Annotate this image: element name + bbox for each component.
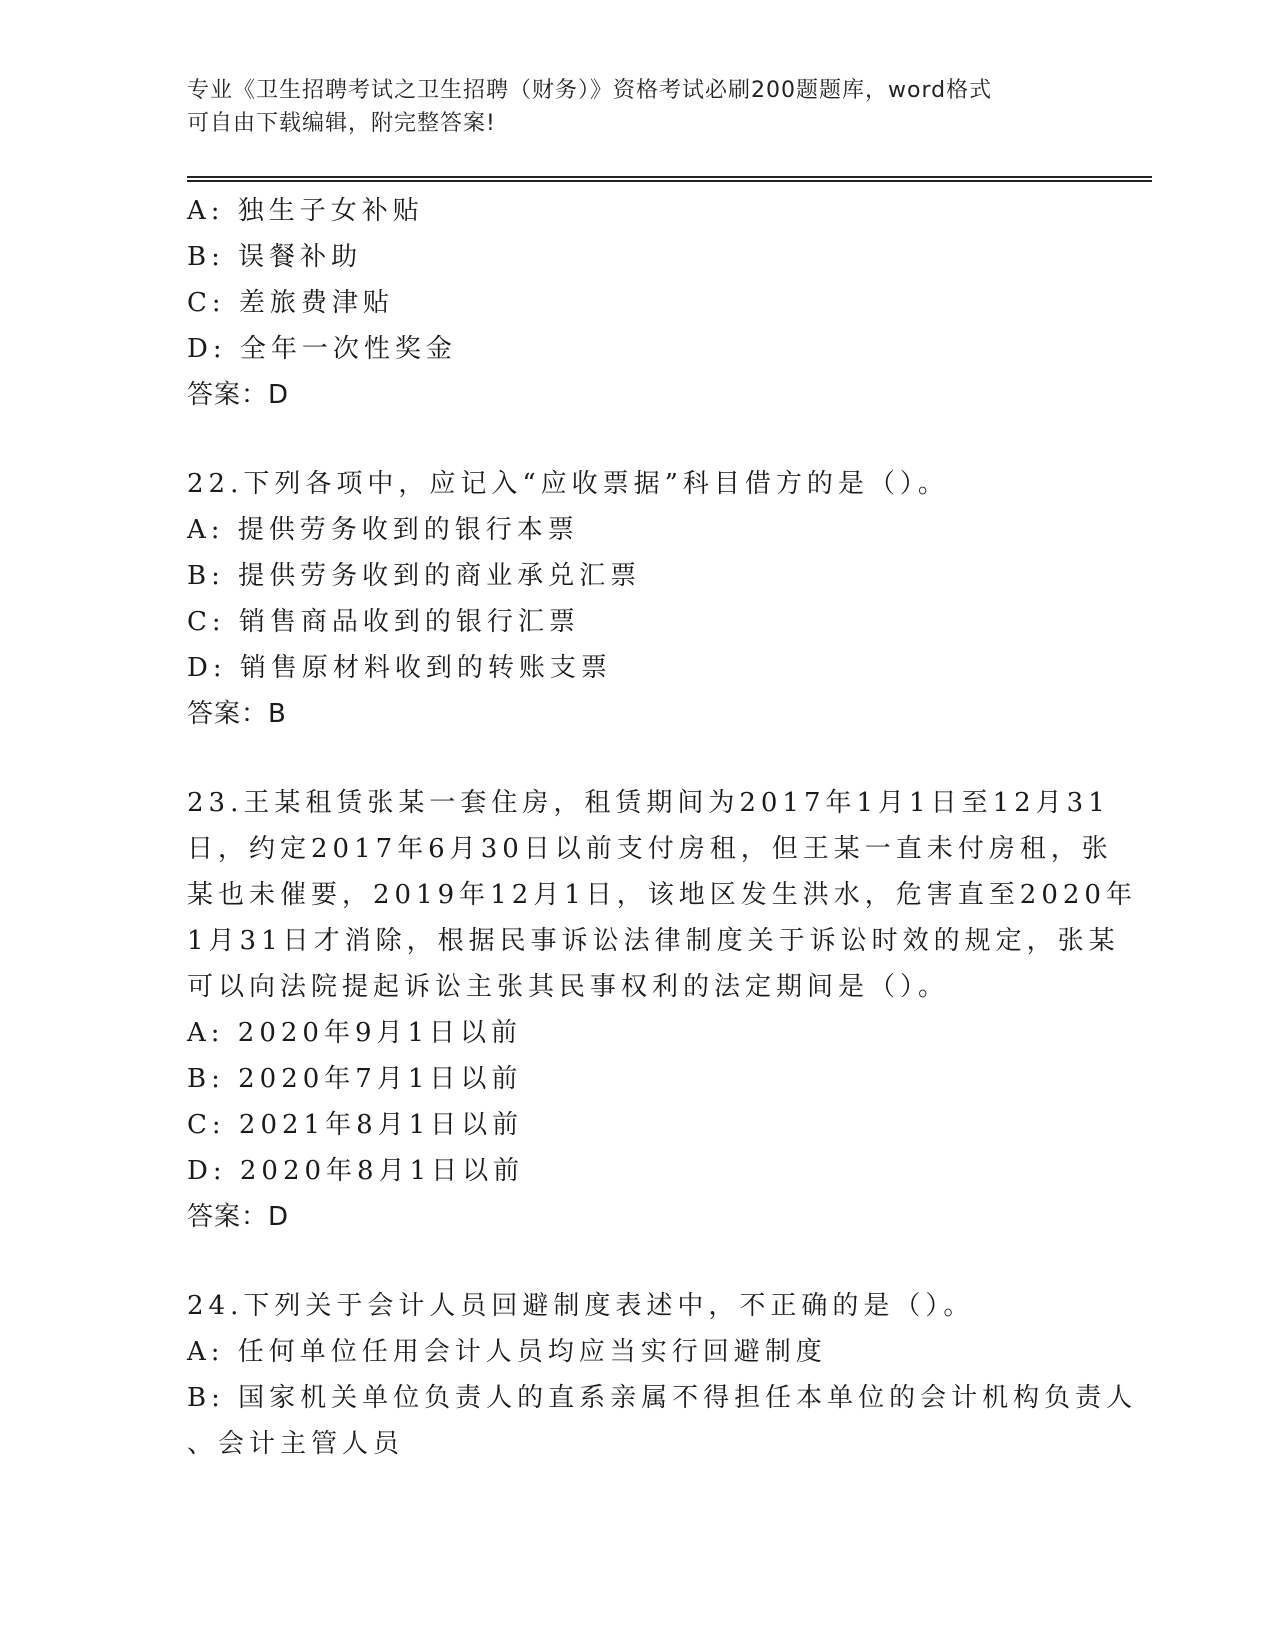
question-stem-line: 可以向法院提起诉讼主张其民事权利的法定期间是（）。 — [187, 972, 950, 1002]
header-divider — [187, 176, 1152, 182]
question-24 — [187, 1283, 1138, 1467]
option-d: D: 全年一次性奖金 — [187, 334, 457, 364]
option-c: C: 销售商品收到的银行汇票 — [187, 607, 580, 637]
question-stem-line: 某也未催要，2019年12月1日，该地区发生洪水，危害直至2020年 — [187, 880, 1137, 910]
question-stem-line: 1月31日才消除，根据民事诉讼法律制度关于诉讼时效的规定，张某 — [187, 926, 1120, 956]
question-23 — [187, 780, 1137, 1240]
option-b: B: 误餐补助 — [187, 242, 363, 272]
option-a: A: 任何单位任用会计人员均应当实行回避制度 — [187, 1337, 827, 1367]
spacer — [187, 418, 1087, 461]
option-c: C: 2021年8月1日以前 — [187, 1110, 524, 1140]
option-b-continuation: 、会计主管人员 — [187, 1429, 405, 1459]
option-b: B: 提供劳务收到的商业承兑汇票 — [187, 561, 642, 591]
option-a: A: 独生子女补贴 — [187, 196, 424, 226]
option-a: A: 提供劳务收到的银行本票 — [187, 515, 579, 545]
document-header — [187, 74, 1077, 140]
spacer — [187, 1240, 1087, 1283]
question-stem: 24.下列关于会计人员回避制度表述中，不正确的是（）。 — [187, 1291, 975, 1321]
option-d: D: 销售原材料收到的转账支票 — [187, 653, 612, 683]
question-stem: 22.下列各项中，应记入“应收票据”科目借方的是（）。 — [187, 469, 949, 499]
question-21 — [187, 188, 1087, 418]
answer-line: 答案：D — [187, 380, 290, 410]
option-b: B: 国家机关单位负责人的直系亲属不得担任本单位的会计机构负责人 — [187, 1383, 1138, 1413]
answer-line: 答案：B — [187, 699, 287, 729]
spacer — [187, 737, 1087, 780]
option-d: D: 2020年8月1日以前 — [187, 1156, 525, 1186]
question-22 — [187, 461, 1087, 737]
option-b: B: 2020年7月1日以前 — [187, 1064, 523, 1094]
header-line-1: 专业《卫生招聘考试之卫生招聘（财务）》资格考试必刷200题题库，word格式 — [187, 78, 993, 103]
header-line-2: 可自由下载编辑，附完整答案! — [187, 111, 496, 136]
question-stem-line: 日，约定2017年6月30日以前支付房租，但王某一直未付房租，张 — [187, 834, 1113, 864]
answer-line: 答案：D — [187, 1202, 290, 1232]
option-c: C: 差旅费津贴 — [187, 288, 394, 318]
question-content — [187, 188, 1138, 1467]
option-a: A: 2020年9月1日以前 — [187, 1018, 523, 1048]
question-stem-line: 23.王某租赁张某一套住房，租赁期间为2017年1月1日至12月31 — [187, 788, 1110, 818]
